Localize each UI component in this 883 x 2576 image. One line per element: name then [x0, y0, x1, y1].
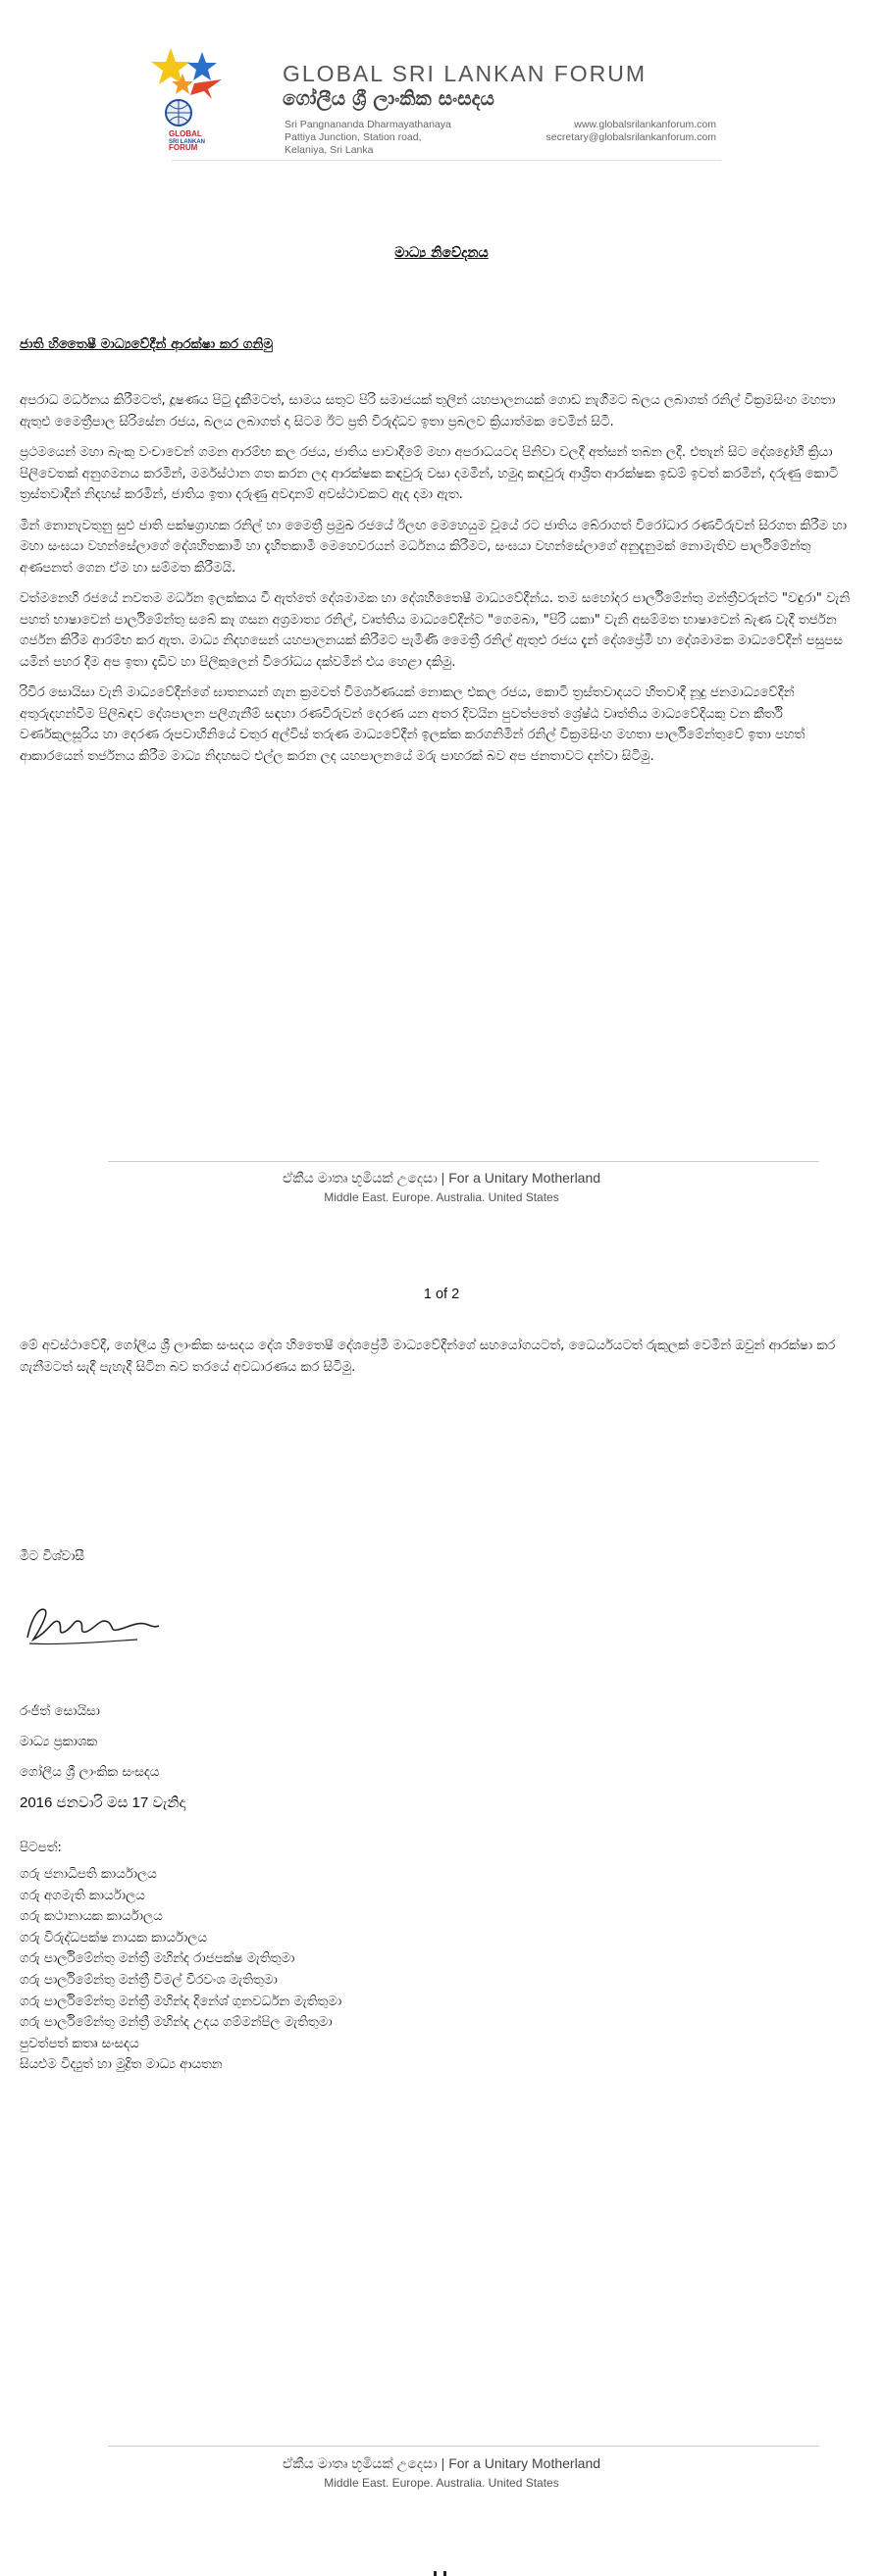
- footer-divider: [108, 1161, 819, 1162]
- list-item: ගරු පාර්ලිමේන්තු මන්ත්‍රී මහින්ද දිනේශ් ගුනවර්ධන මැතිතුමා: [20, 1994, 342, 2009]
- press-release-title: මාධ්‍ය නිවේදනය: [394, 245, 489, 261]
- list-item: සියළුම විද්‍යුත් හා මුද්‍රිත මාධ්‍ය ආයතන: [20, 2057, 223, 2073]
- org-name-english: GLOBAL SRI LANKAN FORUM: [283, 61, 648, 86]
- logo-word-1: GLOBAL: [169, 129, 202, 138]
- list-item: ගරු කථානායක කාර්යාලය: [20, 1909, 163, 1925]
- address-line: Pattiya Junction, Station road,: [285, 131, 422, 143]
- cut-off-page-number: [432, 2565, 451, 2576]
- footer-slogan-si: ඒකීය මාතෘ භූමියක් උදෙසා: [282, 2455, 438, 2471]
- list-item: ගරු විරුද්ධපක්ෂ නායක කාර්යාලය: [20, 1930, 207, 1945]
- paragraph: මින් නොනැවතුනු සුළු ජාති පක්ෂග්‍රාහක රනිල් හා මෛත්‍රී ප්‍රමුඛ රජයේ ඊලඟ මෙහෙයුම වූයේ රට ජාතිය බේරාගත් විරෝධාර රණවිරුවන් සිරගත කිරීම හා මහා සංඝයා වහන්සේලාගේ දේශහිතකාමී හා දැහිතකාමී මෙහෙවරයන් මර්ධනය කිරීමට, සංඝයා වහන්සේලාගේ අනුදැනුමක් නොමැතිව පාර්ලිමේන්තු අණපනත් ගෙන ඒම හා සම්මත කිරීමයි.: [20, 518, 848, 576]
- list-item: ගරු පාර්ලිමේන්තු මන්ත්‍රී මහින්ද උදය ගම්මන්පිල මැතිතුමා: [20, 2015, 333, 2031]
- signer-name: රංජිත් සොයිසා: [20, 1704, 100, 1719]
- address-block: [285, 119, 451, 157]
- blue-star-icon: [187, 52, 217, 80]
- footer-regions: Middle East. Europe. Australia. United States: [324, 2476, 559, 2490]
- signer-title: මාධ්‍ය ප්‍රකාශක: [20, 1735, 98, 1749]
- body-text: [20, 390, 865, 777]
- list-item: පුවත්පත් කතෘ සංසදය: [20, 2036, 139, 2051]
- copies-list: [20, 1864, 341, 2076]
- closing-line: මීට විශ්වාසී: [20, 1549, 84, 1564]
- address-line: Kelaniya, Sri Lanka: [285, 144, 374, 156]
- logo-word-3: FORUM: [169, 143, 198, 152]
- footer-divider: [108, 2446, 819, 2447]
- footer-slogan-en: For a Unitary Motherland: [448, 2455, 601, 2471]
- logo-word-2: SRI LANKAN: [169, 139, 205, 145]
- forum-logo: [147, 44, 226, 152]
- footer-regions: Middle East. Europe. Australia. United States: [324, 1190, 559, 1204]
- paragraph: අපරාධ මර්ධනය කිරීමටත්, දූෂණය පිටු දැකීමටත්, සාමය සතුට පිරි සමාජයක් තුලින් යහපාලනයක් ගොඩ නැගීමට බලය ලබාගත් රනිල් වික්‍රමසිංහ මහතා ඇතුළු මෛත්‍රීපාල සිරිසේන රජය, බලය ලබාගත් දා සිටම ඊට ප්‍රති විරුද්ධව ඉතා ප්‍රබලව ක්‍රියාත්මක වෙමින් සිටී.: [20, 393, 836, 429]
- contact-block: [546, 119, 716, 144]
- signer-block: [20, 1696, 185, 1818]
- page2-paragraph: මේ අවස්ථාවේදී, ගෝලීය ශ්‍රී ලාංකික සංසදය දේශ හිතෛෂී දේශප්‍රේමී මාධ්‍යවේදීන්ගේ සහයෝගයටත්, ධෛර්යයටත් රුකුලක් වෙමින් ඔවුන් ආරක්ෂා කර ගැනීමටත් සැදී පැහැදී සිටින බව තරයේ අවධාරණය කර සිටිමු.: [20, 1339, 836, 1375]
- signer-organization: ගෝලීය ශ්‍රී ලාංකික සංසදය: [20, 1765, 160, 1780]
- signer-date: 2016 ජනවාරි මස 17 වැනිදා: [20, 1794, 186, 1811]
- list-item: ගරු පාර්ලිමේන්තු මන්ත්‍රී විමල් වීරවංශ මැතිතුමා: [20, 1972, 278, 1988]
- org-name-sinhala: ගෝලීය ශ්‍රී ලාංකික සංසදය: [283, 86, 494, 110]
- website-link[interactable]: www.globalsrilankanforum.com: [574, 119, 716, 130]
- copies-label: පිටපත්:: [20, 1841, 62, 1855]
- signature: [20, 1589, 167, 1657]
- footer-slogan-en: For a Unitary Motherland: [448, 1170, 601, 1186]
- paragraph: ප්‍රථමයෙන් මහා බැංකු වංචාවෙන් ගමන ආරම්භ කල රජය, ජාතිය පාවාදීමේ මහා අපරාධයටද පිනිවා වලදී අත්සන් තබන ලදී. එතැන් සිට දේශද්‍රෝහී ක්‍රියා පිලිවෙතක් අනුගමනය කරමින්, මර්මස්ථාන ගත කරන ලද ආරක්ෂක කඳවුරු වසා දමමින්, හමුදා කඳවුරු ආශ්‍රිත ආරක්ෂක ඉඩම් ඉවත් කරමින්, දරුණු කොටි ත්‍රස්තවාදීන් නිදහස් කරමින්, ජාතිය ඉතා දරුණු අවදානම් අවස්ථාවකට ඇද දමා ඇත.: [20, 445, 839, 502]
- headline: ජාති හිතෛෂී මාධ්‍යවේදීන් ආරක්ෂා කර ගනිමු: [20, 336, 274, 352]
- red-plane-icon: [190, 79, 222, 99]
- paragraph: රිවිර සොයිසා වැනි මාධ්‍යවේදීන්ගේ ඝාතනයන් ගැන ක්‍රමවත් විමර්ශණයක් නොකල එකල රජය, කොටි ත්‍රස්තවාදයට හිතවාදී නූදු ජනමාධ්‍යවේදීන් අතුරුදහන්වීම පිලිබඳව දේශපාලන පලිගැනීම් සඳහා රණවිරුවන් දෙරණ යන අතර දිවයින පුවත්පතේ ශ්‍රේෂ්ඨ වෘත්තිය මාධ්‍යවේදියකු වන කීර්ති වර්ණකුලසූරිය හා දෙරණ රූපවාහිනියේ චතුර අල්විස් තරුණ මාධ්‍යවේදීන් ඉලක්ක කරගනිමින් රනිල් වික්‍රමසිංහ මහතා පාර්ලිමේන්තුවේ ඉතා පහත් ආකාරයෙන් තර්ජනය කිරීම මාධ්‍ය නිදහසට එල්ල කරන ලද යහපාලනයේ මරු පාහරක් බව අප ජනතාවට දන්වා සිටිමු.: [20, 685, 805, 764]
- footer-slogan-si: ඒකීය මාතෘ භූමියක් උදෙසා: [282, 1170, 438, 1186]
- page-number: 1 of 2: [423, 1287, 460, 1302]
- list-item: ගරු පාර්ලිමේන්තු මන්ත්‍රී මහින්ද රාජපක්ෂ මැතිතුමා: [20, 1951, 295, 1967]
- header-divider: [172, 160, 721, 161]
- list-item: ගරු අගමැති කාර්යාලය: [20, 1888, 145, 1903]
- list-item: ගරු ජනාධිපති කාර්යාලය: [20, 1867, 157, 1882]
- email-link[interactable]: secretary@globalsrilankanforum.com: [545, 131, 716, 143]
- footer-slogan: ඒකීය මාතෘ භූමියක් උදෙසා | For a Unitary Motherland: [282, 1170, 601, 1186]
- paragraph: වත්මනෙහි රජයේ නවතම මර්ධන ඉලක්කය වී ඇත්තේ දේශමාමක හා දේශහිතෛෂී මාධ්‍යවේදීන්ය. තම සහෝදර පාර්ලිමේන්තු මන්ත්‍රීවරුන්ට "වඳුරා" වැනි පහත් භාෂාවෙන් පාර්ලිමේන්තු සබේ කෑ ගසන අග්‍රමාත්‍ය රනිල්, වෘත්තිය මාධ්‍යවේදීන්ට "ගෙමබා, "පිරි යකා" වැනි අසම්මත භාෂාවෙන් බැණ වැදී තර්ජන ගර්ජන කිරීම ආරම්භ කර ඇත. මාධ්‍ය නිදහසෙන් යහපාලනයක් කිරීමට පැමිණි මෛත්‍රී රනිල් ඇතුළු රජය දැන් දේශප්‍රේමී හා දේශමාමක මාධ්‍යවේදීන් පසුපස යමින් පහර දීම අප ඉතා දැඩිව හා පිලිකුලෙන් විරෝධය දක්වමින් එය හෙළා දකිමු.: [20, 591, 851, 670]
- address-line: Sri Pangnananda Dharmayathanaya: [285, 119, 451, 130]
- footer-slogan: ඒකීය මාතෘ භූමියක් උදෙසා | For a Unitary Motherland: [282, 2455, 601, 2471]
